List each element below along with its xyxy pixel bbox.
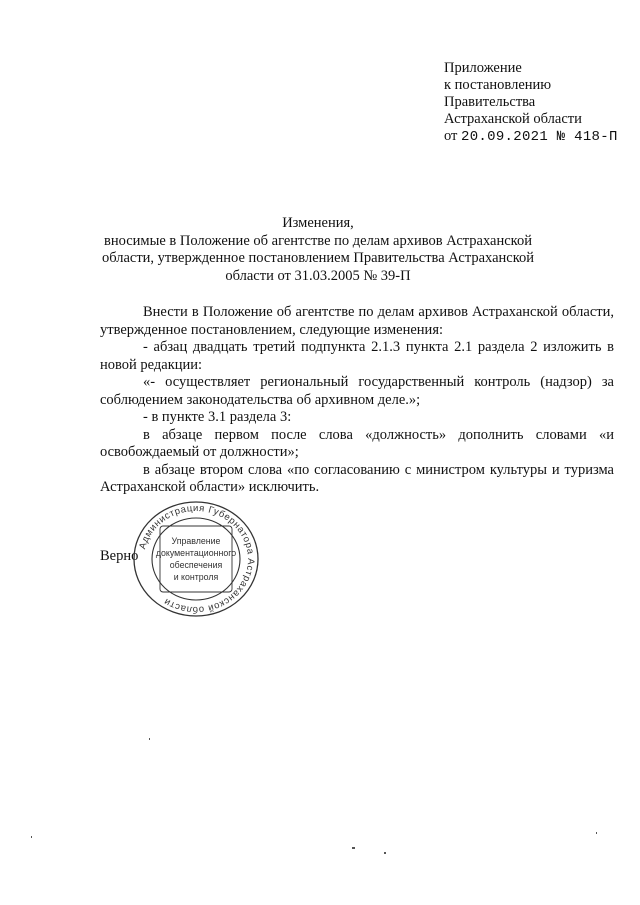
scan-speck [384,852,386,854]
document-body [100,304,614,497]
official-stamp [132,500,260,618]
stamp-outer-ring [134,502,258,616]
appendix-line-4: Астраханской области [444,111,582,127]
stamp-inner-line-2: документационного [155,548,237,558]
appendix-line-1: Приложение [444,60,522,76]
body-paragraph: «- осуществляет региональный государственный контроль (надзор) за соблюдением законодательства об архивном деле.»; [100,374,614,408]
body-paragraph: в абзаце первом после слова «должность» дополнить словами «и освобождаемый от должности»; [100,426,614,460]
body-paragraph: - в пункте 3.1 раздела 3: [143,409,292,425]
scan-speck [596,832,597,834]
stamp-inner-line-3: обеспечения [169,560,223,570]
appendix-date-prefix: от [444,128,458,144]
appendix-date-line [444,128,634,146]
appendix-block [444,60,634,146]
appendix-date-number: 20.09.2021 № 418-П [461,129,618,145]
stamp-inner-line-1: Управление [171,536,221,546]
title-heading: Изменения, [282,215,354,231]
stamp-inner-ring [152,518,240,600]
title-line-2: вносимые в Положение об агентстве по делам архивов Астраханской [104,232,532,249]
scan-speck [149,738,150,740]
certification-label: Верно [100,548,139,564]
body-paragraph: - абзац двадцать третий подпункта 2.1.3 пункта 2.1 раздела 2 изложить в новой редакции: [100,339,614,373]
stamp-ring-text: Администрация Губернатора Астраханской области [137,502,257,616]
scan-speck [31,836,32,838]
title-line-4: области от 31.03.2005 № 39-П [225,267,411,284]
stamp-inner-line-4: и контроля [173,572,219,582]
body-paragraph: в абзаце втором слова «по согласованию с министром культуры и туризма Астраханской области» исключить. [100,461,614,495]
scan-speck [352,847,355,849]
appendix-line-3: Правительства [444,94,536,110]
body-paragraph: Внести в Положение об агентстве по делам архивов Астраханской области, утвержденное постановлением, следующие изменения: [100,304,614,338]
document-title [100,215,536,285]
title-line-3: области, утвержденное постановлением Правительства Астраханской [101,250,535,266]
appendix-line-2: к постановлению [444,77,552,93]
